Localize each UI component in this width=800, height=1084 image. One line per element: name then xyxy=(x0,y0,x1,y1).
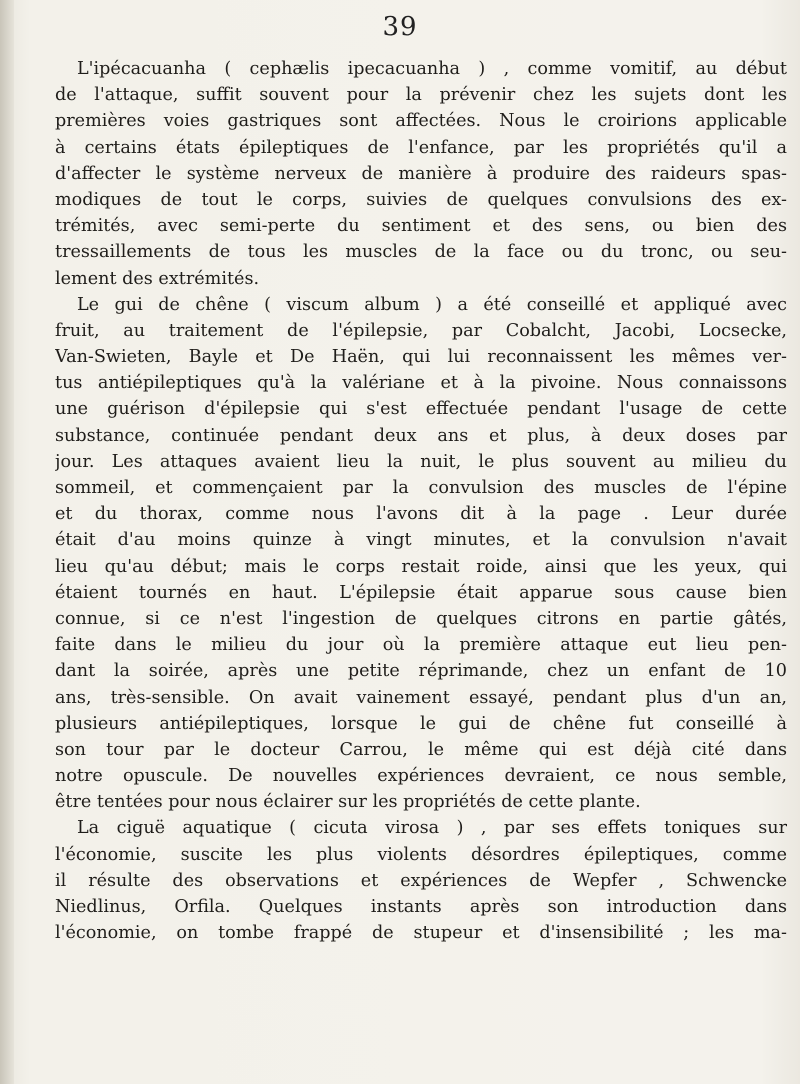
text-line: connue, si ce n'est l'ingestion de quelques citrons en partie gâtés, xyxy=(55,608,787,629)
page-binding-edge xyxy=(0,0,14,1084)
text-line: tus antiépileptiques qu'à la valériane et à la pivoine. Nous connaissons xyxy=(55,373,787,394)
text-line: L'ipécacuanha ( cephælis ipecacuanha ) , comme vomitif, au début xyxy=(77,59,787,79)
text-line: était d'au moins quinze à vingt minutes, et la convulsion n'avait xyxy=(55,530,787,551)
text-line: être tentées pour nous éclairer sur les propriétés de cette plante. xyxy=(55,792,641,813)
text-line: Le gui de chêne ( viscum album ) a été conseillé et appliqué avec xyxy=(77,294,787,315)
text-line: son tour par le docteur Carrou, le même qui est déjà cité dans xyxy=(55,739,787,760)
text-line: et du thorax, comme nous l'avons dit à la page . Leur durée xyxy=(55,504,787,525)
text-line: lieu qu'au début; mais le corps restait roide, ainsi que les yeux, qui xyxy=(55,556,787,577)
text-line: d'affecter le système nerveux de manière à produire des raideurs spas- xyxy=(55,163,787,184)
page-number: 39 xyxy=(382,12,418,42)
text-line: une guérison d'épilepsie qui s'est effectuée pendant l'usage de cette xyxy=(55,399,787,420)
text-line: de l'attaque, suffit souvent pour la prévenir chez les sujets dont les xyxy=(55,85,787,106)
text-line: étaient tournés en haut. L'épilepsie était apparue sous cause bien xyxy=(55,582,787,603)
text-line: l'économie, suscite les plus violents désordres épileptiques, comme xyxy=(55,844,787,865)
text-line: La ciguë aquatique ( cicuta virosa ) , par ses effets toniques sur xyxy=(77,818,787,839)
text-line: jour. Les attaques avaient lieu la nuit, le plus souvent au milieu du xyxy=(55,451,787,472)
text-line: notre opuscule. De nouvelles expériences devraient, ce nous semble, xyxy=(55,766,787,787)
text-line: ans, très-sensible. On avait vainement essayé, pendant plus d'un an, xyxy=(55,687,787,708)
text-line: dant la soirée, après une petite réprimande, chez un enfant de 10 xyxy=(55,661,787,682)
text-line: plusieurs antiépileptiques, lorsque le gui de chêne fut conseillé à xyxy=(55,713,787,734)
text-line: Van-Swieten, Bayle et De Haën, qui lui reconnaissent les mêmes ver- xyxy=(55,347,787,368)
text-line: faite dans le milieu du jour où la première attaque eut lieu pen- xyxy=(55,635,787,656)
text-line: à certains états épileptiques de l'enfance, par les propriétés qu'il a xyxy=(55,137,787,158)
text-line: tressaillements de tous les muscles de la face ou du tronc, ou seu- xyxy=(55,242,787,263)
text-line: trémités, avec semi-perte du sentiment et des sens, ou bien des xyxy=(55,216,787,237)
text-line: Niedlinus, Orfila. Quelques instants après son introduction dans xyxy=(55,897,787,917)
text-line: sommeil, et commençaient par la convulsion des muscles de l'épine xyxy=(55,478,787,498)
text-line: premières voies gastriques sont affectées. Nous le croirions applicable xyxy=(55,111,787,132)
text-line: il résulte des observations et expériences de Wepfer , Schwencke xyxy=(55,870,787,891)
text-line: substance, continuée pendant deux ans et plus, à deux doses par xyxy=(55,425,787,446)
text-line: lement des extrémités. xyxy=(55,268,260,289)
text-line: modiques de tout le corps, suivies de quelques convulsions des ex- xyxy=(55,189,787,210)
text-line: fruit, au traitement de l'épilepsie, par Cobalcht, Jacobi, Locsecke, xyxy=(55,320,787,341)
body-text xyxy=(55,56,787,946)
text-line: l'économie, on tombe frappé de stupeur et d'insensibilité ; les ma- xyxy=(55,923,787,944)
